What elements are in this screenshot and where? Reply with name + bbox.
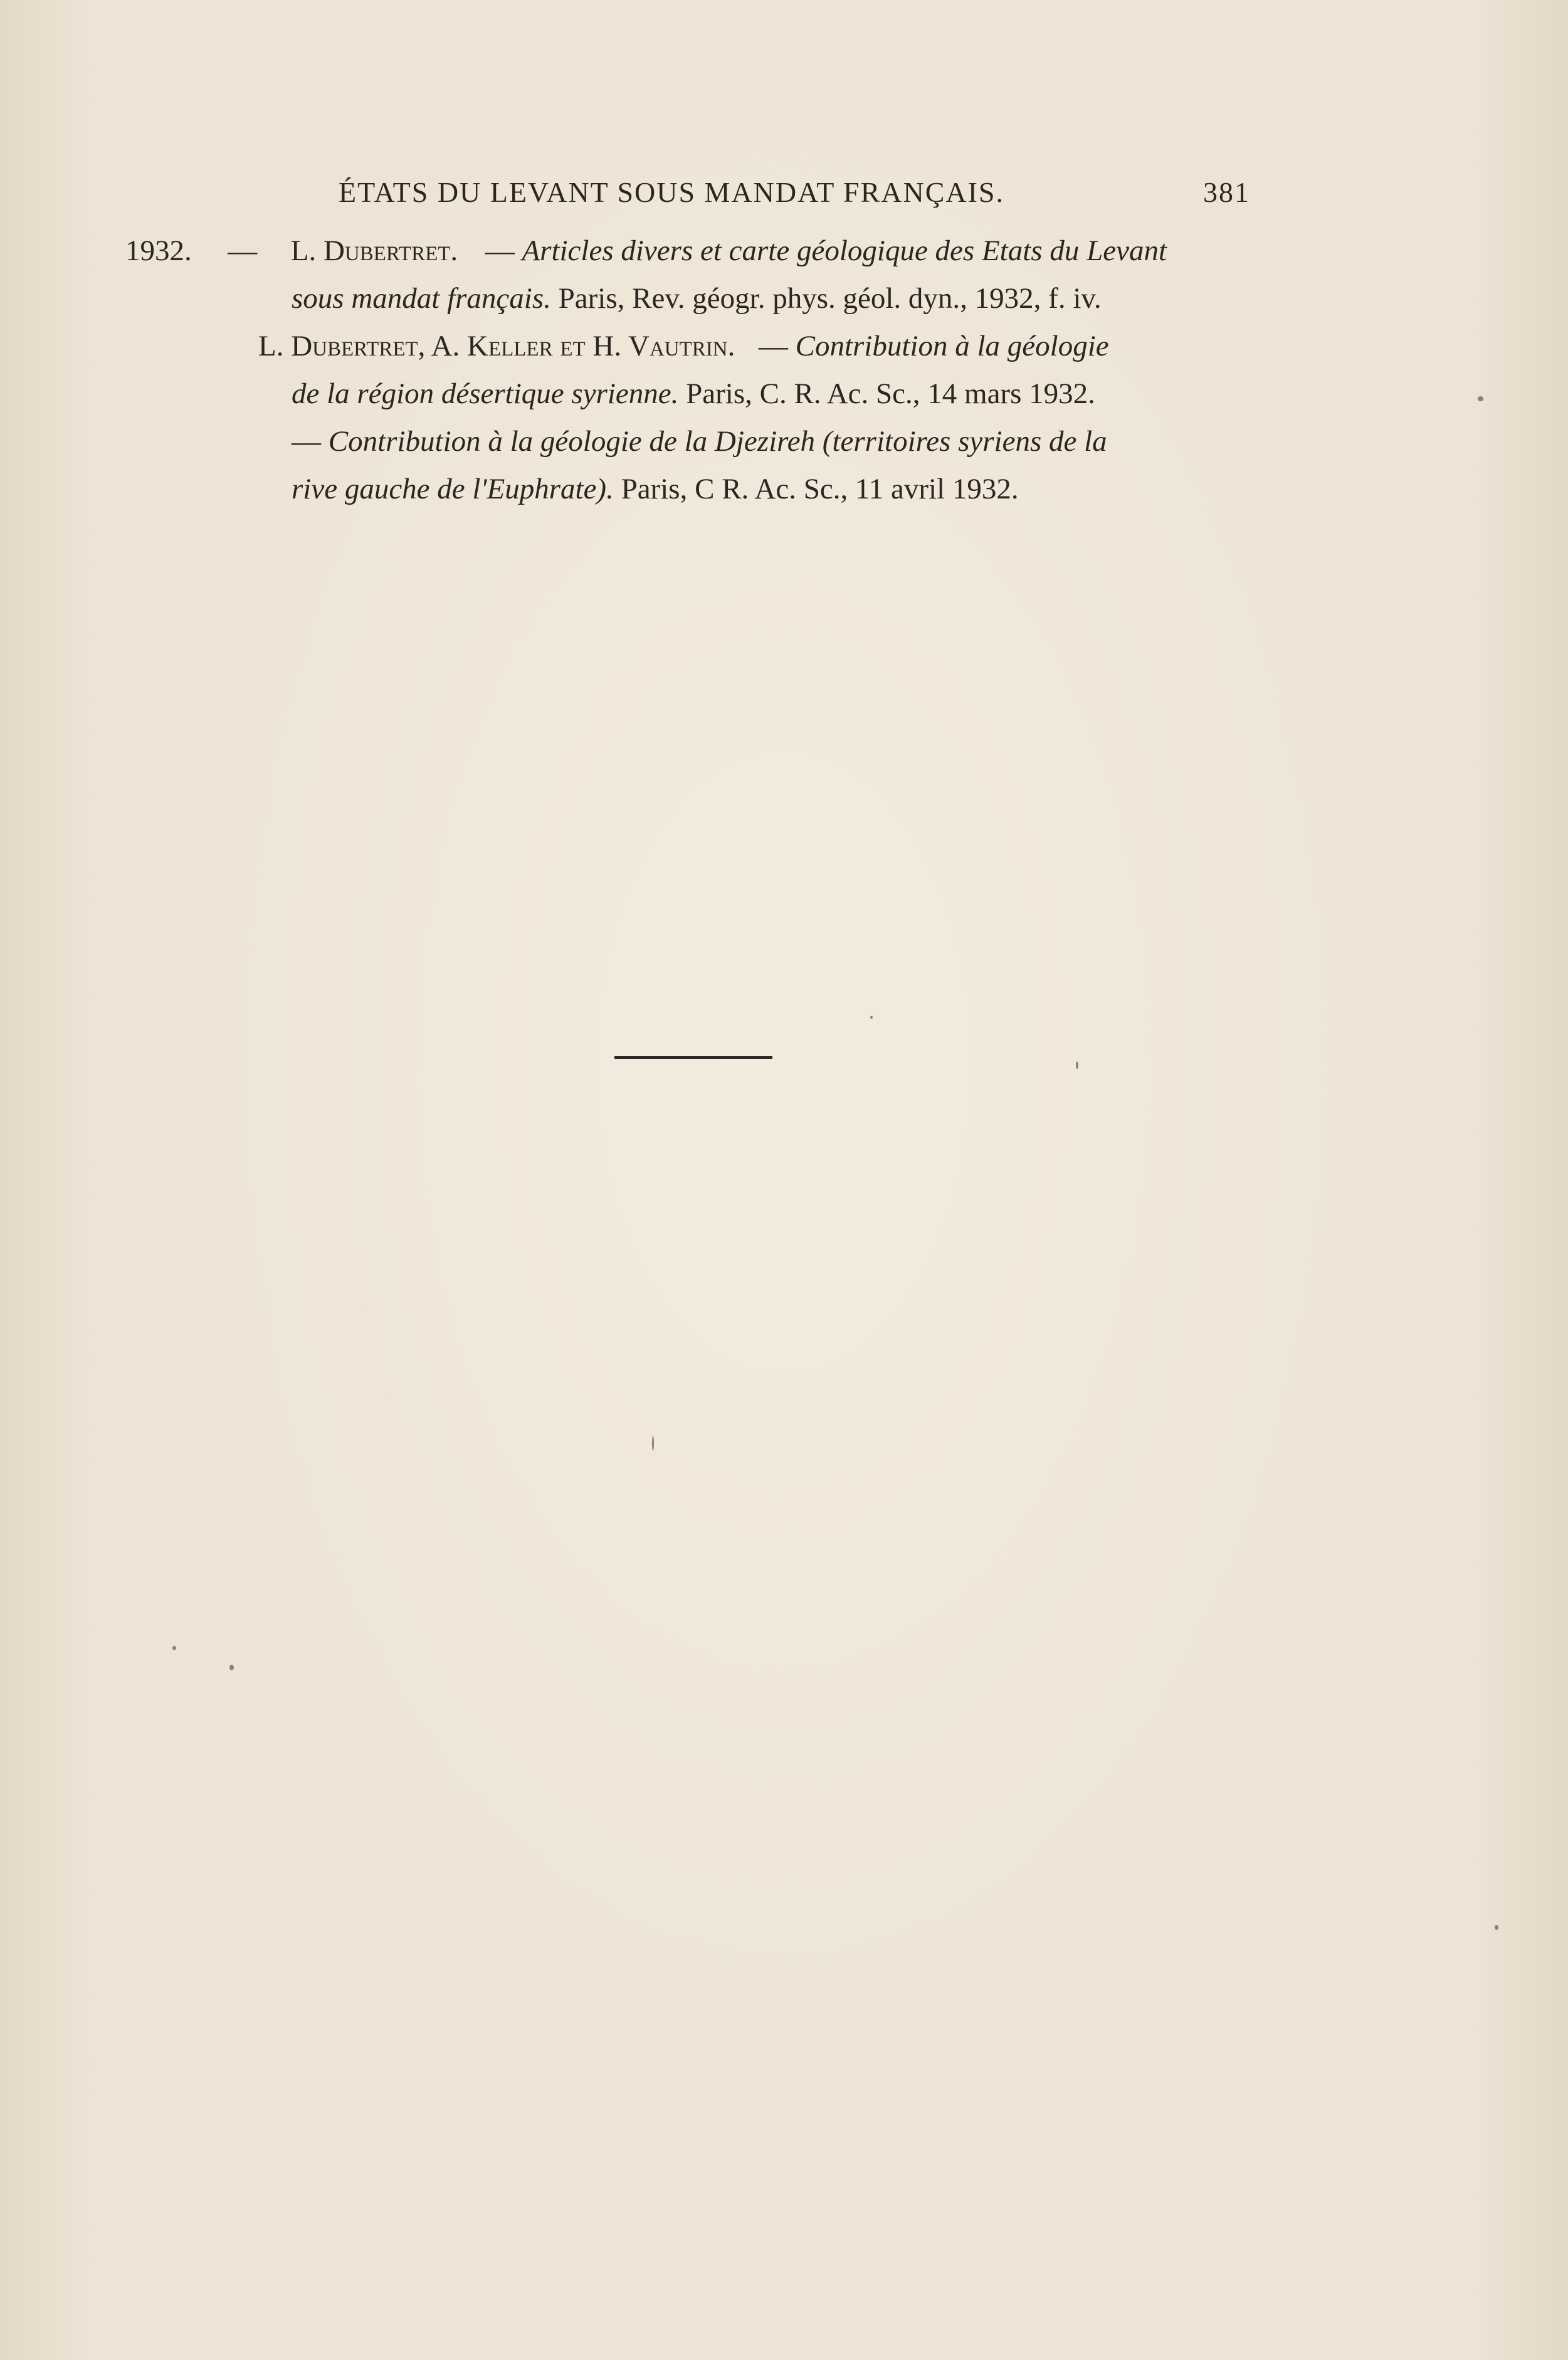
paper-speck [1076,1061,1078,1069]
running-header [125,171,1266,214]
entry1-author-initial: L. [290,234,317,267]
entry1-title-part1: Articles divers et carte géologique des Etats du Levant [522,234,1167,267]
paper-speck [870,1016,873,1019]
bibliography-line-3 [258,322,1109,370]
entry1-author-surname: Dubertret. [323,234,458,267]
paper-speck [1478,396,1483,401]
entry2-author-initial: L. [258,330,284,362]
entry3-title-part2: rive gauche de l'Euphrate). [292,473,614,505]
section-end-rule [614,1056,772,1059]
entry1-dash: — [228,234,258,267]
bibliography-line-4 [292,370,1095,418]
entry2-author-line: Dubertret, A. Keller et H. Vautrin. [291,330,735,362]
entry1-separator: — [485,234,515,267]
entry3-title-part1: Contribution à la géologie de la Djezireh (territoires syriens de la [328,425,1107,458]
entry1-publication: Paris, Rev. géogr. phys. géol. dyn., 1932, f. iv. [558,282,1102,315]
paper-speck [1495,1925,1498,1930]
entry3-publication: Paris, C R. Ac. Sc., 11 avril 1932. [621,473,1019,505]
entry3-dash: — [292,425,321,458]
bibliography-line-2 [292,275,1102,322]
paper-speck [229,1665,234,1670]
entry2-publication: Paris, C. R. Ac. Sc., 14 mars 1932. [686,377,1095,410]
bibliography-block [125,227,1263,505]
bibliography-line-6 [292,465,1019,513]
entry2-title-part2: de la région désertique syrienne. [292,377,679,410]
page-number: 381 [1203,176,1250,208]
entry1-title-part2: sous mandat français. [292,282,551,315]
entry2-separator: — [758,330,788,362]
running-title: ÉTATS DU LEVANT SOUS MANDAT FRANÇAIS. [339,176,1005,208]
paper-speck [652,1436,654,1451]
entry2-title-part1: Contribution à la géologie [795,330,1109,362]
bibliography-line-1 [125,227,1167,275]
paper-speck [172,1646,176,1650]
bibliography-line-5 [292,418,1107,465]
year-label: 1932. [125,234,192,267]
